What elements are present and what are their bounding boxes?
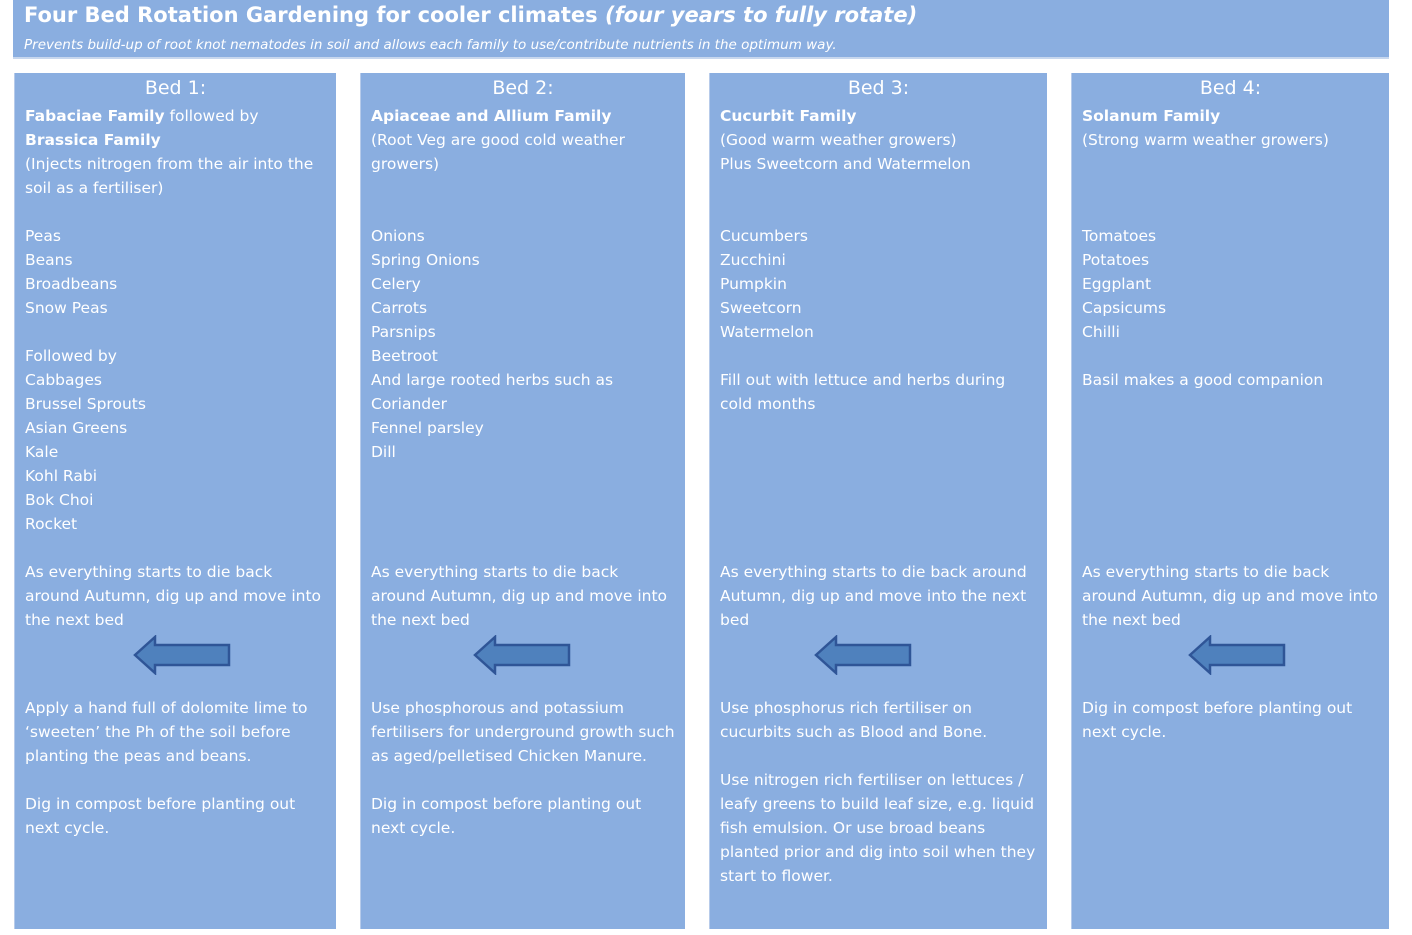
plant-item: Pumpkin — [720, 275, 787, 293]
bed-body — [720, 104, 1039, 416]
tip-text: Apply a hand full of dolomite lime to ‘sweeten’ the Ph of the soil before planting the peas and beans. — [25, 699, 308, 765]
followed-by-label: Followed by — [25, 347, 117, 365]
plant-item: Parsnips — [371, 323, 436, 341]
plant-item: Kale — [25, 443, 59, 461]
bed-tips — [371, 696, 677, 840]
left-arrow-icon — [814, 635, 914, 675]
bed-move — [720, 560, 1039, 632]
bed-body — [1082, 104, 1381, 392]
plant-item: Coriander — [371, 395, 448, 413]
bed-tips — [720, 696, 1039, 888]
extra-note: Basil makes a good companion — [1082, 371, 1324, 389]
bed-2-column — [360, 73, 685, 929]
tip-text: Dig in compost before planting out next cycle. — [25, 795, 296, 837]
plant-item: Spring Onions — [371, 251, 480, 269]
left-arrow-icon — [1188, 635, 1288, 675]
family-note: (Good warm weather growers) — [720, 131, 957, 149]
move-instruction: As everything starts to die back around Autumn, dig up and move into the next bed — [1082, 563, 1379, 629]
plant-item: Bok Choi — [25, 491, 94, 509]
bed-heading: Bed 2: — [492, 77, 554, 99]
plant-item: Cabbages — [25, 371, 102, 389]
left-arrow-icon — [133, 635, 233, 675]
plant-item: Beans — [25, 251, 73, 269]
plant-item: Chilli — [1082, 323, 1120, 341]
header-banner — [13, 0, 1389, 59]
bed-move — [371, 560, 677, 632]
family-name: Solanum Family — [1082, 107, 1221, 125]
plant-item: Carrots — [371, 299, 428, 317]
plant-item: Snow Peas — [25, 299, 108, 317]
bed-3-column — [709, 73, 1047, 929]
plant-item: And large rooted herbs such as — [371, 371, 614, 389]
family-note-2: Plus Sweetcorn and Watermelon — [720, 155, 971, 173]
tip-text: Use phosphorous and potassium fertilisers for underground growth such as aged/pelletised Chicken Manure. — [371, 699, 675, 765]
left-arrow-icon — [473, 635, 573, 675]
tip-text: Dig in compost before planting out next cycle. — [1082, 699, 1353, 741]
family-connector: followed by — [164, 107, 259, 125]
title-main: Four Bed Rotation Gardening for cooler climates — [24, 3, 605, 27]
bed-heading: Bed 3: — [847, 77, 910, 99]
plant-item: Asian Greens — [25, 419, 128, 437]
family-name: Cucurbit Family — [720, 107, 857, 125]
plant-item: Peas — [25, 227, 61, 245]
plant-item: Rocket — [25, 515, 78, 533]
plant-item: Beetroot — [371, 347, 438, 365]
move-instruction: As everything starts to die back around Autumn, dig up and move into the next bed — [25, 563, 322, 629]
plant-item: Dill — [371, 443, 396, 461]
plant-item: Onions — [371, 227, 425, 245]
bed-move — [1082, 560, 1381, 632]
family-note: (Root Veg are good cold weather growers) — [371, 131, 625, 173]
plant-item: Sweetcorn — [720, 299, 802, 317]
tip-text: Use nitrogen rich fertiliser on lettuces / leafy greens to build leaf size, e.g. liquid fish emulsion. Or use broad beans planted prior and dig into soil when they start to flower. — [720, 771, 1036, 885]
family-name: Fabaciae Family — [25, 107, 165, 125]
bed-heading: Bed 4: — [1199, 77, 1262, 99]
bed-heading: Bed 1: — [144, 77, 207, 99]
plant-item: Brussel Sprouts — [25, 395, 146, 413]
family-note: (Strong warm weather growers) — [1082, 131, 1329, 149]
bed-tips — [1082, 696, 1381, 744]
bed-1-column — [14, 73, 336, 929]
move-instruction: As everything starts to die back around Autumn, dig up and move into the next bed — [720, 563, 1027, 629]
bed-body — [25, 104, 328, 632]
plant-item: Broadbeans — [25, 275, 118, 293]
move-instruction: As everything starts to die back around Autumn, dig up and move into the next bed — [371, 563, 668, 629]
extra-note: Fill out with lettuce and herbs during cold months — [720, 371, 1006, 413]
plant-item: Kohl Rabi — [25, 467, 98, 485]
family-name: Apiaceae and Allium Family — [371, 107, 612, 125]
tip-text: Dig in compost before planting out next cycle. — [371, 795, 642, 837]
bed-4-column — [1071, 73, 1389, 929]
family-name-2: Brassica Family — [25, 131, 161, 149]
plant-item: Fennel parsley — [371, 419, 484, 437]
bed-tips — [25, 696, 328, 840]
page-title — [24, 3, 917, 27]
family-note: (Injects nitrogen from the air into the soil as a fertiliser) — [25, 155, 314, 197]
bed-body — [371, 104, 677, 464]
plant-item: Zucchini — [720, 251, 786, 269]
plant-item: Celery — [371, 275, 421, 293]
plant-item: Watermelon — [720, 323, 814, 341]
plant-item: Cucumbers — [720, 227, 808, 245]
page-subtitle: Prevents build-up of root knot nematodes in soil and allows each family to use/contribute nutrients in the optimum way. — [24, 37, 837, 53]
title-italic: (four years to fully rotate) — [604, 3, 918, 27]
plant-item: Capsicums — [1082, 299, 1167, 317]
plant-item: Tomatoes — [1082, 227, 1157, 245]
plant-item: Potatoes — [1082, 251, 1150, 269]
plant-item: Eggplant — [1082, 275, 1152, 293]
tip-text: Use phosphorus rich fertiliser on cucurbits such as Blood and Bone. — [720, 699, 988, 741]
